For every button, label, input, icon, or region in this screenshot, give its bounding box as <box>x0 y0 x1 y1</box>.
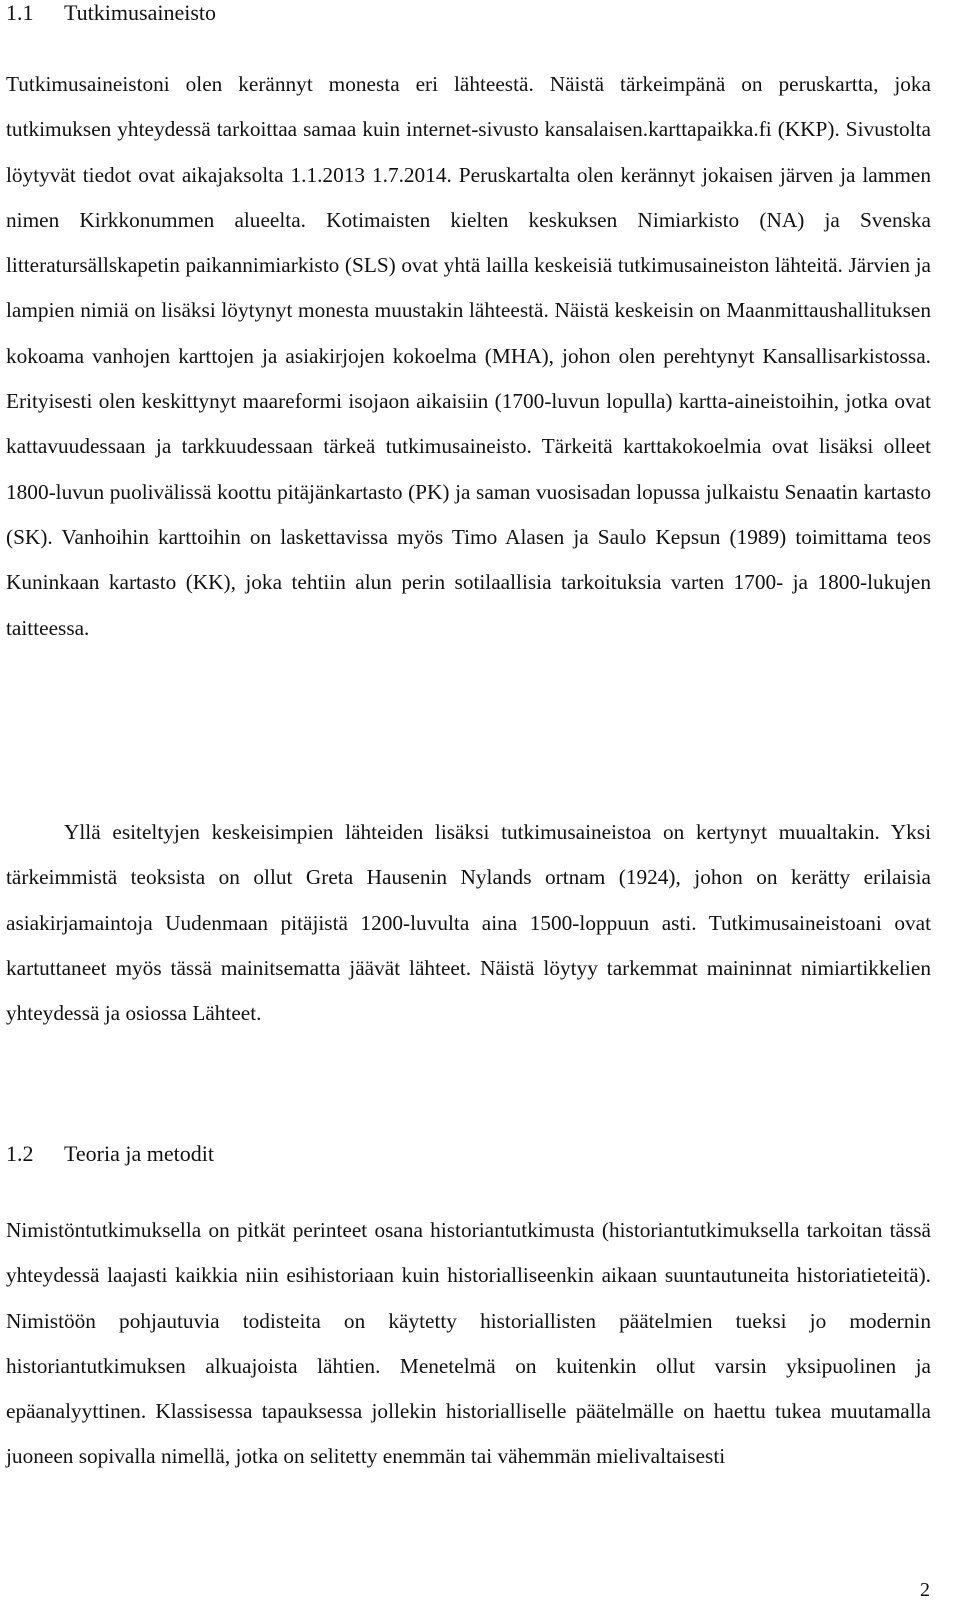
body-paragraph: Nimistöntutkimuksella on pitkät perinteet osana historiantutkimusta (historiantutkimuksella tarkoitan tässä yhteydessä laajasti kaikkia niin esihistoriaan kuin historialliseenkin aikaan suuntautuneita historiatieteitä). Nimistöön pohjautuvia todisteita on käytetty historiallisten päätelmien tueksi jo modernin historiantutkimuksen alkuajoista lähtien. Menetelmä on kuitenkin ollut varsin yksipuolinen ja epäanalyyttinen. Klassisessa tapauksessa jollekin historialliselle päätelmälle on haettu tukea muutamalla juoneen sopivalla nimellä, jotka on selitetty enemmän tai vähemmän mielivaltaisesti <box>6 1218 931 1469</box>
section-title: Teoria ja metodit <box>64 1141 214 1166</box>
section-number: 1.2 <box>6 1141 34 1166</box>
section-number: 1.1 <box>6 0 34 25</box>
body-paragraph: Tutkimusaineistoni olen kerännyt monesta eri lähteestä. Näistä tärkeimpänä on peruskartta, joka tutkimuksen yhteydessä tarkoittaa samaa kuin internet-sivusto kansalaisen.karttapaikka.fi (KKP). Sivustolta löytyvät tiedot ovat aikajaksolta 1.1.2013 1.7.2014. Peruskartalta olen kerännyt jokaisen järven ja lammen nimen Kirkkonummen alueelta. Kotimaisten kielten keskuksen Nimiarkisto (NA) ja Svenska litteratursällskapetin paikannimiarkisto (SLS) ovat yhtä lailla keskeisiä tutkimusaineiston lähteitä. Järvien ja lampien nimiä on lisäksi löytynyt monesta muustakin lähteestä. Näistä keskeisin on Maanmittaushallituksen kokoama vanhojen karttojen ja asiakirjojen kokoelma (MHA), johon olen perehtynyt Kansallisarkistossa. Erityisesti olen keskittynyt maareformi isojaon aikaisiin (1700-luvun lopulla) kartta-aineistoihin, jotka ovat kattavuudessaan ja tarkkuudessaan tärkeä tutkimusaineisto. Tärkeitä karttakokoelmia ovat lisäksi olleet 1800-luvun puolivälissä koottu pitäjänkartasto (PK) ja saman vuosisadan lopussa julkaistu Senaatin kartasto (SK). Vanhoihin karttoihin on laskettavissa myös Timo Alasen ja Saulo Kepsun (1989) toimittama teos Kuninkaan kartasto (KK), joka tehtiin alun perin sotilaallisia tarkoituksia varten 1700- ja 1800-lukujen taitteessa. <box>6 72 931 640</box>
section-heading-1-2 <box>6 1141 214 1167</box>
section-heading-1-1 <box>6 0 216 26</box>
section-title: Tutkimusaineisto <box>64 0 216 25</box>
page-number: 2 <box>920 1579 930 1601</box>
body-paragraph: Yllä esiteltyjen keskeisimpien lähteiden lisäksi tutkimusaineistoa on kertynyt muualtakin. Yksi tärkeimmistä teoksista on ollut Greta Hausenin Nylands ortnam (1924), johon on kerätty erilaisia asiakirjamaintoja Uudenmaan pitäjistä 1200-luvulta aina 1500-loppuun asti. Tutkimusaineistoani ovat kartuttaneet myös tässä mainitsematta jäävät lähteet. Näistä löytyy tarkemmat maininnat nimiartikkelien yhteydessä ja osiossa Lähteet. <box>6 820 931 1026</box>
